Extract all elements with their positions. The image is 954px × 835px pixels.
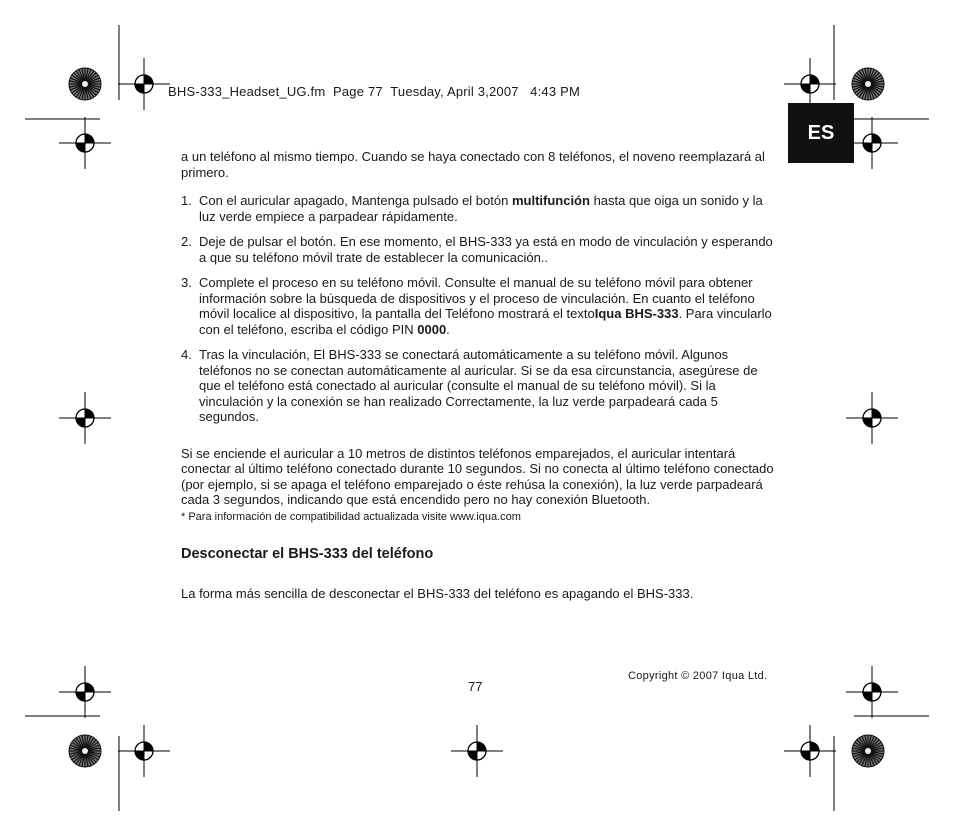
registration-mark	[59, 392, 111, 444]
step-number: 2.	[181, 234, 192, 249]
step-text: . Para vincularlo con el teléfono, escriba el código PIN	[199, 306, 772, 337]
pin-code: 0000	[417, 321, 447, 337]
page-content	[181, 149, 781, 602]
step-number: 1.	[181, 193, 192, 208]
step-bold-term: Iqua BHS-333	[594, 306, 679, 321]
registration-mark	[846, 666, 898, 718]
step-item	[181, 234, 781, 265]
star-target-bottom-right	[852, 735, 884, 767]
section-heading: Desconectar el BHS-333 del teléfono	[181, 545, 434, 562]
reconnect-paragraph: Si se enciende el auricular a 10 metros de distintos teléfonos emparejados, el auricular intentará conectar al último teléfono conectado durante 10 segundos. Si no conecta al último teléfono conectado (por ejemplo, si se apaga el teléfono emparejado o éste rehúsa la conexión), la luz verde parpadeará cada 3 segundos, indicando que está encendido pero no hay conexión Bluetooth.	[181, 445, 774, 507]
page-number: 77	[468, 679, 483, 694]
step-text: hasta que oiga un sonido y la luz verde empiece a parpadear rápidamente.	[199, 193, 763, 224]
step-bold-term: multifunción	[511, 193, 590, 208]
registration-mark	[59, 666, 111, 718]
star-target-top-left	[69, 68, 101, 100]
section-paragraph: La forma más sencilla de desconectar el BHS-333 del teléfono es apagando el BHS-333.	[181, 586, 694, 601]
registration-mark	[118, 725, 170, 777]
file-info-header: BHS-333_Headset_UG.fm Page 77 Tuesday, April 3,2007 4:43 PM	[168, 84, 580, 99]
copyright-notice: Copyright © 2007 Iqua Ltd.	[628, 670, 768, 682]
star-target-top-right	[852, 68, 884, 100]
step-text: Deje de pulsar el botón. En ese momento, el BHS-333 ya está en modo de vinculación y esperando a que su teléfono móvil trate de establecer la comunicación..	[199, 234, 773, 265]
intro-paragraph: a un teléfono al mismo tiempo. Cuando se haya conectado con 8 teléfonos, el noveno reemplazará al primero.	[181, 149, 765, 180]
footnote: * Para información de compatibilidad actualizada visite www.iqua.com	[181, 510, 521, 523]
step-item	[181, 275, 781, 337]
step-item	[181, 193, 781, 224]
registration-mark	[451, 725, 503, 777]
language-tab: ES	[788, 103, 854, 163]
step-item	[181, 347, 781, 425]
pairing-steps	[181, 193, 781, 425]
registration-mark	[846, 392, 898, 444]
step-text: Tras la vinculación, El BHS-333 se conectará automáticamente a su teléfono móvil. Algunos teléfonos no se conectan automáticamente al auricular. Si se da esa circunstancia, asegúrese de que el teléfono está conectado al auricular (consulte el manual de su teléfono móvil). Si la vinculación y la conexión se han realizado Correctamente, la luz verde parpadeará cada 5 segundos.	[199, 347, 758, 424]
registration-mark	[118, 58, 170, 110]
step-number: 4.	[181, 347, 192, 362]
step-number: 3.	[181, 275, 192, 290]
step-text: Complete el proceso en su teléfono móvil. Consulte el manual de su teléfono móvil para obtener información sobre la búsqueda de dispositivos y el proceso de vinculación. En cuanto el teléfono móvil localice al dispositivo, la pantalla del Teléfono mostrará el texto	[199, 275, 755, 321]
step-text: Con el auricular apagado, Mantenga pulsado el botón	[199, 193, 512, 208]
star-target-bottom-left	[69, 735, 101, 767]
registration-mark	[59, 117, 111, 169]
registration-mark	[784, 725, 836, 777]
step-text: .	[446, 321, 450, 337]
